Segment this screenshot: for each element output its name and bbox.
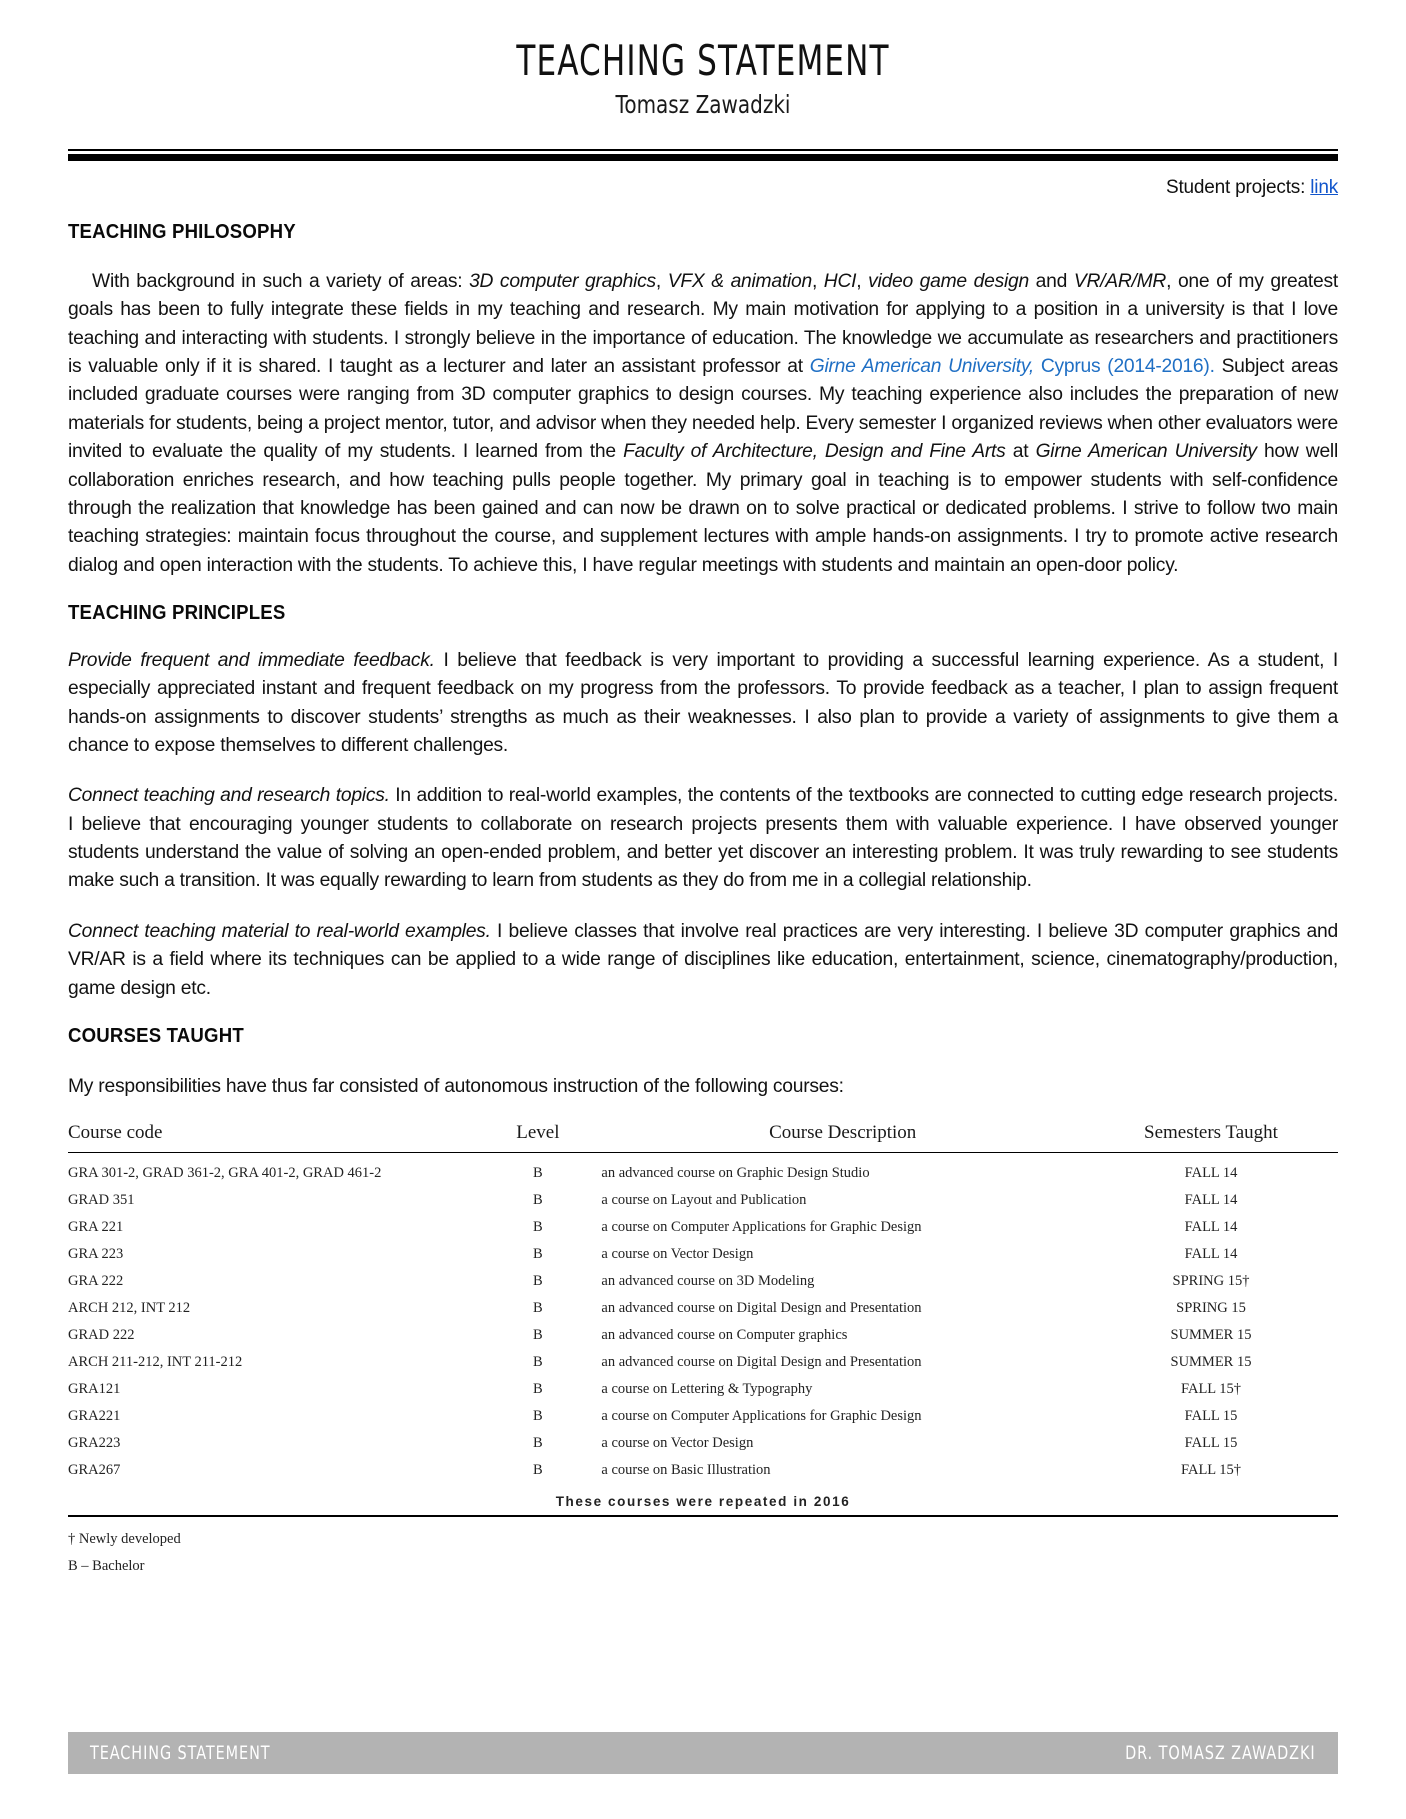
cell-level: B [533,1191,543,1208]
cell-level: B [533,1380,543,1397]
column-header-course-code: Course code [68,1122,474,1153]
cell-course-code: ARCH 212, INT 212 [68,1299,191,1316]
cell-course-description: a course on Layout and Publication [601,1191,807,1208]
divider-thick-line [68,154,1338,161]
table-repeated-note-row [68,1484,1338,1515]
principle-lead-feedback: Provide frequent and immediate feedback. [68,649,435,671]
emphasis-hci: HCI [823,271,857,292]
column-header-semesters-taught: Semesters Taught [1084,1122,1338,1153]
cell-level: B [533,1434,543,1451]
cell-course-description: a course on Lettering & Typography [601,1380,813,1397]
table-row [68,1268,1338,1295]
cell-course-description: an advanced course on Computer graphics [601,1326,848,1343]
cell-course-description: an advanced course on 3D Modeling [601,1272,815,1289]
emphasis-university-name: Girne American University [1035,441,1257,463]
paragraph-principle-real-world [68,918,1338,1003]
repeated-courses-note: These courses were repeated in 2016 [555,1493,851,1509]
table-row [68,1457,1338,1484]
student-projects-line [68,177,1338,199]
section-heading-courses-taught: COURSES TAUGHT [68,1024,244,1047]
text-run: , [811,271,824,292]
cell-course-code: GRA121 [68,1380,121,1397]
cell-course-code: GRAD 351 [68,1191,135,1208]
text-run: , [655,271,668,292]
cell-semesters: SUMMER 15 [1170,1326,1252,1343]
cell-course-description: an advanced course on Digital Design and Presentation [601,1353,922,1370]
page-footer [68,1732,1338,1774]
cell-semesters: FALL 15 [1184,1434,1238,1451]
section-heading-teaching-philosophy: TEACHING PHILOSOPHY [68,221,296,243]
text-run: , one of my greatest goals has been to fully integrate these fields in my teaching and research. My main motivation for applying to a position in a university is that I love teaching and interacting with students. I strongly believe in the importance of education. The knowledge we accumulate as researchers and practitioners is valuable only if it is shared. I taught as a lecturer and later an assistant professor at [68,271,1338,378]
cell-level: B [533,1245,543,1262]
cell-semesters: FALL 14 [1184,1218,1238,1235]
cell-course-code: GRA 221 [68,1218,124,1235]
column-header-course-description: Course Description [601,1122,1084,1153]
text-run: , [856,271,869,292]
cell-course-code: GRA 223 [68,1245,124,1262]
footer-left-text: TEACHING STATEMENT [90,1742,271,1764]
student-projects-label: Student projects: [1166,177,1306,198]
cell-course-description: a course on Computer Applications for Graphic Design [601,1218,922,1235]
courses-intro-text: My responsibilities have thus far consisted of autonomous instruction of the following courses: [68,1075,844,1097]
cell-course-code: GRA221 [68,1407,121,1424]
table-row [68,1152,1338,1187]
cell-semesters: FALL 15† [1180,1461,1241,1478]
table-header-row [68,1122,1338,1153]
text-run: at [1005,441,1036,463]
text-run: In addition to real-world examples, the contents of the textbooks are connected to cutting edge research projects. I believe that encouraging younger students to collaborate on research projects presents them with valuable experience. I have observed younger students understand the value of solving an open-ended problem, and better yet discover an interesting problem. It was truly rewarding to see students make such a transition. It was equally rewarding to learn from students as they do from me in a collegial relationship. [68,785,1338,892]
cell-course-code: GRAD 222 [68,1326,135,1343]
table-row [68,1241,1338,1268]
principle-lead-research: Connect teaching and research topics. [68,785,390,807]
emphasis-vfx-animation: VFX & animation [667,271,812,292]
text-run: I believe that feedback is very important to providing a successful learning experience. As a student, I especially appreciated instant and frequent feedback on my progress from the professors. To provide feedback as a teacher, I plan to assign frequent hands-on assignments to discover students’ strengths as much as their weaknesses. I also plan to provide a variety of assignments to give them a chance to expose themselves to different challenges. [68,649,1339,757]
cell-course-description: a course on Computer Applications for Graphic Design [601,1407,922,1424]
emphasis-video-game-design: video game design [868,271,1029,292]
courses-table-body [68,1152,1338,1515]
link-cyprus-years[interactable]: Cyprus (2014-2016). [1033,356,1215,378]
text-run: and [1028,271,1074,292]
footnote-newly-developed: † Newly developed [68,1530,181,1547]
table-row [68,1214,1338,1241]
cell-course-code: ARCH 211-212, INT 211-212 [68,1353,243,1370]
cell-course-description: a course on Vector Design [601,1245,754,1262]
cell-semesters: FALL 14 [1184,1164,1238,1181]
emphasis-faculty-name: Faculty of Architecture, Design and Fine Arts [623,441,1006,463]
cell-course-description: a course on Basic Illustration [601,1461,771,1478]
cell-course-code: GRA 301-2, GRAD 361-2, GRA 401-2, GRAD 461-2 [68,1164,382,1181]
cell-level: B [533,1164,543,1181]
courses-table-header [68,1122,1338,1153]
table-footnotes [68,1526,1338,1581]
page-title: TEACHING STATEMENT [516,36,890,85]
text-run: Subject areas included graduate courses were ranging from 3D computer graphics to design courses. My teaching experience also includes the preparation of new materials for students, being a project mentor, tutor, and advisor when they needed help. Every semester I organized reviews when other evaluators were invited to evaluate the quality of my students. I learned from the [68,356,1338,463]
text-run: how well collaboration enriches research, and how teaching pulls people together. My primary goal in teaching is to empower students with self-confidence through the realization that knowledge has been gained and can now be drawn on to solve practical or dedicated problems. I strive to follow two main teaching strategies: maintain focus throughout the course, and supplement lectures with ample hands-on assignments. I try to promote active research dialog and open interaction with the students. To achieve this, I have regular meetings with students and maintain an open-door policy. [68,441,1338,576]
cell-course-description: an advanced course on Graphic Design Studio [601,1164,870,1181]
footnote-bachelor: B – Bachelor [68,1558,145,1575]
cell-course-code: GRA267 [68,1461,121,1478]
cell-course-description: an advanced course on Digital Design and Presentation [601,1299,922,1316]
cell-semesters: FALL 15 [1184,1407,1238,1424]
cell-semesters: SPRING 15 [1176,1299,1246,1316]
cell-semesters: SPRING 15† [1172,1272,1250,1289]
cell-course-code: GRA 222 [68,1272,124,1289]
cell-level: B [533,1299,543,1316]
paragraph-philosophy [68,268,1338,580]
table-row [68,1349,1338,1376]
table-row [68,1403,1338,1430]
cell-level: B [533,1218,543,1235]
text-run: I believe classes that involve real practices are very interesting. I believe 3D computer graphics and VR/AR is a field where its techniques can be applied to a wide range of disciplines like education, entertainment, science, cinematography/production, game design etc. [68,920,1338,999]
cell-semesters: FALL 14 [1184,1245,1238,1262]
courses-table [68,1122,1338,1515]
table-bottom-rule [68,1515,1338,1517]
paragraph-principle-research [68,782,1338,895]
paragraph-principle-feedback [68,647,1338,760]
header-divider [68,149,1338,161]
section-heading-teaching-principles: TEACHING PRINCIPLES [68,601,286,624]
cell-course-description: a course on Vector Design [601,1434,754,1451]
cell-course-code: GRA223 [68,1434,121,1451]
author-name: Tomasz Zawadzki [615,90,791,119]
cell-level: B [533,1407,543,1424]
student-projects-link[interactable]: link [1310,177,1338,198]
table-row [68,1322,1338,1349]
cell-semesters: SUMMER 15 [1170,1353,1252,1370]
table-row [68,1430,1338,1457]
table-row [68,1187,1338,1214]
cell-level: B [533,1461,543,1478]
document-body [68,221,1338,1581]
principle-lead-real-world: Connect teaching material to real-world examples. [68,920,491,942]
cell-semesters: FALL 14 [1184,1191,1238,1208]
table-row [68,1376,1338,1403]
footer-right-text: DR. TOMASZ ZAWADZKI [1125,1742,1316,1764]
table-row [68,1295,1338,1322]
emphasis-3d-computer-graphics: 3D computer graphics [469,271,656,292]
cell-level: B [533,1326,543,1343]
cell-level: B [533,1353,543,1370]
cell-semesters: FALL 15† [1180,1380,1241,1397]
cell-level: B [533,1272,543,1289]
column-header-level: Level [474,1122,601,1153]
text-run: With background in such a variety of areas: [92,271,470,292]
link-girne-american-university[interactable]: Girne American University, [809,356,1034,378]
emphasis-vr-ar-mr: VR/AR/MR [1073,271,1167,292]
